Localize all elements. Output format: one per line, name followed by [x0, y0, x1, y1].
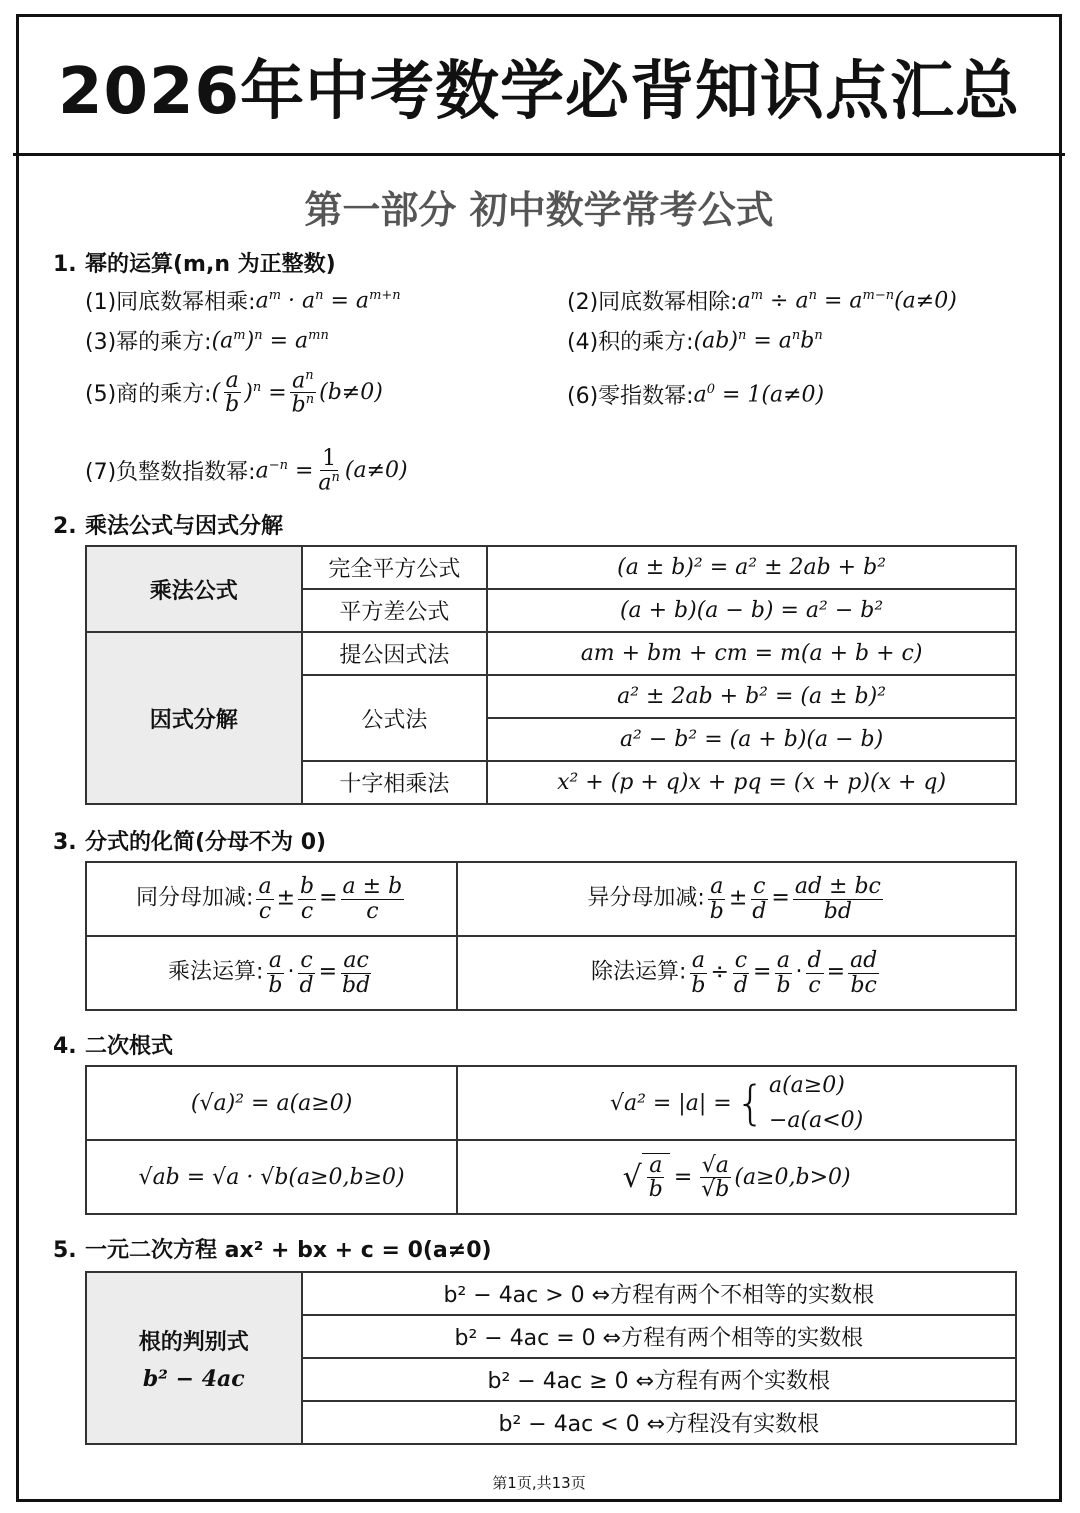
part-title: 第一部分 初中数学常考公式: [304, 188, 774, 232]
radical-square-cell: (√a)² = a(a≥0): [86, 1066, 457, 1140]
radical-product-cell: √ab = √a · √b(a≥0,b≥0): [86, 1140, 457, 1214]
multiplication-factoring-table: [85, 545, 1017, 805]
page-footer: 第1页,共13页: [492, 1474, 586, 1492]
row-formula: (a + b)(a − b) = a² − b²: [487, 589, 1016, 632]
row-name: 平方差公式: [302, 589, 488, 632]
discriminant-row: b² − 4ac < 0 ⇔方程没有实数根: [302, 1401, 1016, 1444]
power-rule-4: (4)积的乘方: $(ab)^n = a^nb^n$: [567, 327, 823, 355]
title-divider: [13, 153, 1065, 156]
row-formula: x² + (p + q)x + pq = (x + p)(x + q): [487, 761, 1016, 804]
row-name: 公式法: [302, 675, 488, 761]
row-name: 提公因式法: [302, 632, 488, 675]
section-5-heading: 5. 一元二次方程 ax² + bx + c = 0(a≠0): [53, 1238, 492, 1263]
power-rule-5: (5)商的乘方: ( $\frac{a}{b}$ )$^n$ = $\frac{a^n}{b^n}$ (b≠0): [85, 368, 383, 418]
row-name: 十字相乘法: [302, 761, 488, 804]
same-denominator-cell: 同分母加减: $\frac{a}{c}$ ± $\frac{b}{c}$ = $\frac{a \pm b}{c}$: [86, 862, 457, 936]
multiplication-cell: 乘法运算: $\frac{a}{b}$ · $\frac{c}{d}$ = $\frac{ac}{bd}$: [86, 936, 457, 1010]
section-1-heading: 1. 幂的运算(m,n 为正整数): [53, 252, 336, 277]
row-name: 完全平方公式: [302, 546, 488, 589]
discriminant-label: 根的判别式 b² − 4ac: [86, 1272, 302, 1444]
discriminant-row: b² − 4ac = 0 ⇔方程有两个相等的实数根: [302, 1315, 1016, 1358]
diff-denominator-cell: 异分母加减: $\frac{a}{b}$ ± $\frac{c}{d}$ = $\frac{ad \pm bc}{bd}$: [457, 862, 1016, 936]
power-rule-1: (1)同底数幂相乘: $a^m \cdot a^n = a^{m+n}$: [85, 287, 401, 315]
discriminant-row: b² − 4ac > 0 ⇔方程有两个不相等的实数根: [302, 1272, 1016, 1315]
page-frame: [16, 14, 1062, 1502]
radical-abs-cell: √a² = |a| = { a(a≥0) −a(a<0): [457, 1066, 1016, 1140]
radical-table: [85, 1065, 1017, 1215]
group-multiplication: 乘法公式: [86, 546, 302, 632]
section-3-heading: 3. 分式的化简(分母不为 0): [53, 830, 327, 855]
discriminant-table: [85, 1271, 1017, 1445]
discriminant-row: b² − 4ac ≥ 0 ⇔方程有两个实数根: [302, 1358, 1016, 1401]
fraction-table: [85, 861, 1017, 1011]
row-formula: a² ± 2ab + b² = (a ± b)²: [487, 675, 1016, 718]
section-4-heading: 4. 二次根式: [53, 1034, 174, 1059]
division-cell: 除法运算: $\frac{a}{b}$ ÷ $\frac{c}{d}$ = $\frac{a}{b}$ · $\frac{d}{c}$ = $\frac{ad}{bc}$: [457, 936, 1016, 1010]
page-title: 2026年中考数学必背知识点汇总: [57, 55, 1021, 129]
row-formula: a² − b² = (a + b)(a − b): [487, 718, 1016, 761]
power-rule-3: (3)幂的乘方: $(a^m)^n = a^{mn}$: [85, 327, 329, 355]
row-formula: (a ± b)² = a² ± 2ab + b²: [487, 546, 1016, 589]
section-2-heading: 2. 乘法公式与因式分解: [53, 514, 284, 539]
group-factoring: 因式分解: [86, 632, 302, 804]
power-rule-6: (6)零指数幂: $a^0 = 1(a\ne 0)$: [567, 381, 825, 409]
power-rule-7: (7)负整数指数幂: $a^{-n}$ = $\frac{1}{a^n}$ (a≠0): [85, 446, 408, 496]
row-formula: am + bm + cm = m(a + b + c): [487, 632, 1016, 675]
power-rule-2: (2)同底数幂相除: $a^m \div a^n = a^{m-n}(a\ne 0)$: [567, 287, 957, 315]
radical-quotient-cell: √ $\frac{a}{b}$ = $\frac{√a}{√b}$ (a≥0,b>0): [457, 1140, 1016, 1214]
